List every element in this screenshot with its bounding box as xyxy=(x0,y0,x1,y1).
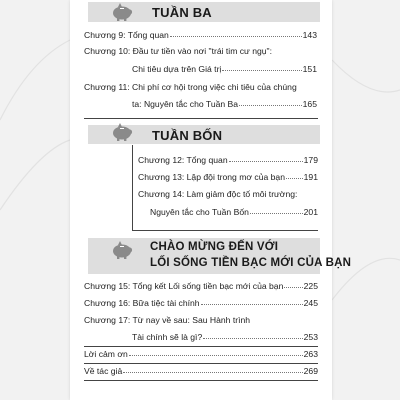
toc-entry[interactable] xyxy=(84,30,317,41)
entry-label: ta: Nguyên tắc cho Tuần Ba xyxy=(132,99,239,109)
entry-page: 263 xyxy=(303,349,318,359)
entry-label: Chương 16: Bữa tiệc tài chính xyxy=(84,298,200,308)
section-title-line: CHÀO MỪNG ĐẾN VỚI xyxy=(150,241,279,253)
entry-page: 191 xyxy=(303,172,318,182)
divider xyxy=(84,363,318,364)
piggy-bank-icon xyxy=(110,122,134,142)
section-title: TUẦN BA xyxy=(152,5,212,20)
divider xyxy=(132,145,133,230)
entry-page: 245 xyxy=(303,298,318,308)
toc-entry[interactable] xyxy=(84,366,318,377)
divider xyxy=(84,380,318,381)
section-title xyxy=(150,239,351,271)
piggy-bank-icon xyxy=(110,240,134,260)
toc-entry[interactable] xyxy=(84,349,318,360)
entry-label: Lời cảm ơn xyxy=(84,349,128,359)
toc-entry[interactable] xyxy=(132,332,318,343)
toc-entry[interactable] xyxy=(150,207,318,218)
entry-page: 225 xyxy=(303,281,318,291)
entry-label: Chương 9: Tổng quan xyxy=(84,30,169,40)
book-page xyxy=(70,0,352,400)
entry-page: 165 xyxy=(302,99,317,109)
entry-label: Nguyên tắc cho Tuần Bốn xyxy=(150,207,249,217)
entry-page: 269 xyxy=(303,366,318,376)
toc-entry[interactable] xyxy=(84,281,318,292)
entry-label: Về tác giả xyxy=(84,366,123,376)
entry-page: 179 xyxy=(303,155,318,165)
toc-entry[interactable]: Chương 17: Từ nay về sau: Sau Hành trình xyxy=(84,315,251,325)
toc-entry[interactable] xyxy=(132,64,317,75)
toc-entry[interactable]: Chương 11: Chi phí cơ hội trong việc chi tiêu của chúng xyxy=(84,82,297,92)
entry-label: Chương 15: Tổng kết Lối sống tiền bạc mới của bạn xyxy=(84,281,284,291)
toc-entry[interactable]: Chương 10: Đầu tư tiền vào nơi "trái tim cư ngụ": xyxy=(84,46,272,56)
entry-page: 151 xyxy=(302,64,317,74)
toc-entry[interactable] xyxy=(132,99,317,110)
divider xyxy=(84,118,318,119)
toc-entry[interactable]: Chương 14: Làm giảm độc tố môi trường: xyxy=(138,189,298,199)
entry-label: Chi tiêu dựa trên Giá trị xyxy=(132,64,222,74)
toc-entry[interactable] xyxy=(84,298,318,309)
entry-label: Chương 12: Tổng quan xyxy=(138,155,228,165)
section-title-line: LỐI SỐNG TIỀN BẠC MỚI CỦA BẠN xyxy=(150,257,352,269)
entry-label: Tài chính sẽ là gì? xyxy=(132,332,203,342)
entry-page: 143 xyxy=(302,30,317,40)
section-title: TUẦN BỐN xyxy=(152,128,223,143)
divider xyxy=(132,230,318,231)
toc-entry[interactable] xyxy=(138,155,318,166)
piggy-bank-icon xyxy=(110,2,134,22)
entry-label: Chương 13: Lập đội trong mơ của bạn xyxy=(138,172,285,182)
divider xyxy=(84,346,318,347)
entry-page: 253 xyxy=(303,332,318,342)
toc-entry[interactable] xyxy=(138,172,318,183)
entry-page: 201 xyxy=(303,207,318,217)
